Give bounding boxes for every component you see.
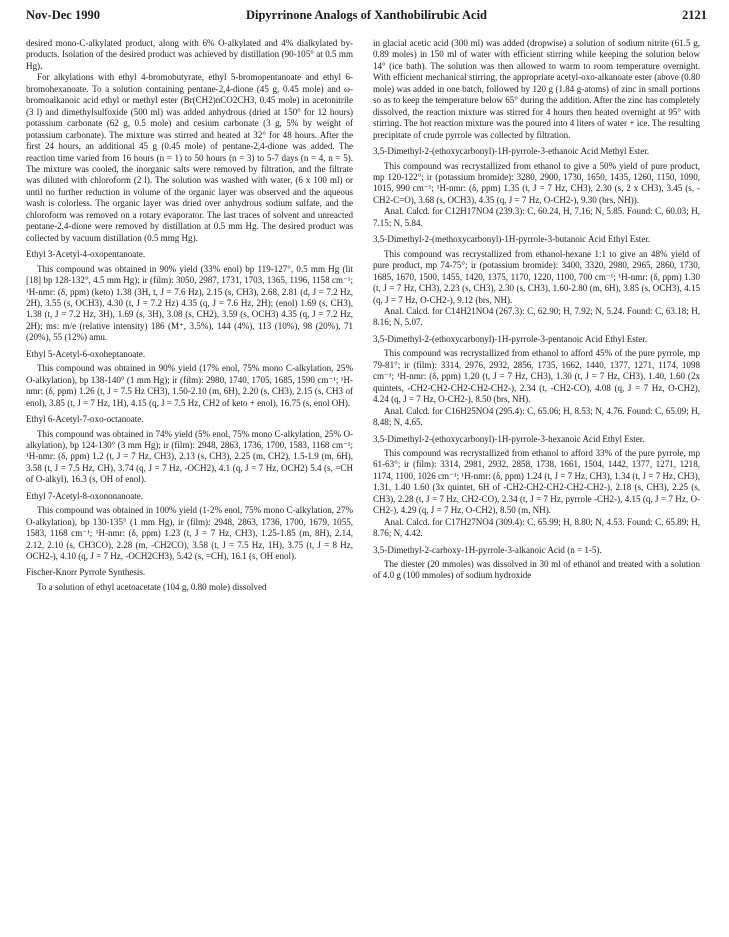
header-date: Nov-Dec 1990 (26, 8, 100, 22)
section-heading: Fischer-Knorr Pyrrole Synthesis. (26, 567, 146, 578)
paragraph: This compound was recrystallized from ethanol-hexane 1:1 to give an 48% yield of pure product, mp 74-75°; ir (potassium bromide): 3400, 3320, 2980, 2965, 2860, 1730, 1685, 1670, 1500, 1455, 1420, 1375, 1170, 1220, 1100, 700 cm⁻¹; ¹H-nmr: (δ, ppm) 1.30 (t, J = 7 Hz, CH3), 2.23 (s, CH3), 2.30 (s, CH3), 1.60-2.80 (m, 6H), 3.85 (s, OCH3), 4.15 (q, J = 7 Hz, O-CH2-), 9.12 (brs, NH). (373, 248, 700, 305)
elemental-analysis: Anal. Calcd. for C17H27NO4 (309.4): C, 65.99; H, 8.80; N, 4.53. Found: C, 65.89; H, 8.76; N, 4.42. (373, 516, 700, 539)
right-column (373, 38, 700, 582)
elemental-analysis: Anal. Calcd. for C12H17NO4 (239.3): C, 60.24, H, 7.16; N, 5.85. Found: C, 60.03; H, 7.15; N, 5.84. (373, 206, 700, 228)
elemental-analysis: Anal. Calcd. for C14H21NO4 (267.3): C, 62.90; H, 7.92; N, 5.24. Found: C, 63.18; H, 8.16; N, 5.07. (373, 305, 700, 328)
paragraph: The diester (20 mmoles) was dissolved in 30 ml of ethanol and treated with a solution of 4.0 g (100 mmoles) of sodium hydroxide (373, 559, 700, 581)
paragraph: This compound was obtained in 90% yield (17% enol, 75% mono C-alkylation, 25% O-alkylation), bp 138-140° (1 mm Hg); ir (film): 2980, 1740, 1705, 1685, 1590 cm⁻¹; ¹H-nmr: (δ, ppm) 1.26 (t, J = 7.5 Hz CH3), 1.50-2.10 (m, 6H), 2.20 (s, CH3), 2.15 (s, CH3 of enol), 3.85 (t, J = 7 Hz, 1H), 4.15 (q, J = 7.5 Hz, CH2 of keto + enol), 16.75 (s, enol OH). (26, 363, 353, 408)
paragraph: This compound was recrystallized from ethanol to give a 50% yield of pure product, mp 120-122°; ir (potassium bromide): 3280, 2900, 1730, 1650, 1435, 1260, 1150, 1090, 1015, 990 cm⁻¹; ¹H-nmr: (δ, ppm) 1.35 (t, J = 7 Hz, CH3), 2.30 (s, 2 x CH3), 3.45 (s, -CH2-C=O), 3.68 (s, OCH3), 4.35 (q, J = 7 Hz, O-CH2-), 9.30 (brs, NH)). (373, 160, 700, 205)
continued-paragraph: in glacial acetic acid (300 ml) was added (dropwise) a solution of sodium nitrite (61.5 g, 0.89 moles) in 150 ml of water with efficient stirring while keeping the solution below 14° (ice bath). The solution was then allowed to warm to room temperature overnight. With efficient mechanical stirring, the appropriate acetyl-oxo-alkanoate ester (above (0.80 mole) was added in one batch, followed by 120 g (1.84 g-atoms) of zinc in small portions so as to keep the temperature below 65° during the addition. After the zinc has completely dissolved, the reaction mixture was stirred for 4 hours then heated overnight at 95° with stirring. The hot reaction mixture was the poured into 4 liters of water + ice. The resulting precipitate of crude pyrrole was collected by filtration. (373, 38, 700, 140)
running-header (26, 8, 707, 28)
left-column (26, 38, 353, 593)
elemental-analysis: Anal. Calcd. for C16H25NO4 (295.4): C, 65.06; H, 8.53; N, 4.76. Found: C, 65.09; H, 8.48; N, 4.65. (373, 405, 700, 428)
header-title: Dipyrrinone Analogs of Xanthobilirubic Acid (245, 8, 487, 22)
paragraph: This compound was obtained in 74% yield (5% enol, 75% mono C-alkylation, 25% O-alkylation), bp 124-130° (3 mm Hg); ir (film): 2948, 2863, 1736, 1700, 1583, 1168 cm⁻¹; ¹H-nmr: (δ, ppm) 1.2 (t, J = 7 Hz, CH3), 2.13 (s, CH3), 2.25 (m, CH2), 1.5-1.9 (m, 6H), 3.58 (t, J = 7.5 Hz, CH), 3.74 (q, J = 7 Hz, -OCH2), 4.1 (q, J = 7 Hz, OCH2) 5.4 (s, =CH of O-alkyl), 16.3 (s, OH of enol). (26, 428, 353, 485)
section-heading: Ethyl 5-Acetyl-6-oxoheptanoate. (26, 348, 146, 359)
continued-paragraph: desired mono-C-alkylated product, along with 6% O-alkylated and 4% dialkylated by-products. Isolation of the desired product was achieved by distillation (90-105° at 0.5 mm Hg). (26, 38, 353, 71)
paragraph: This compound was obtained in 90% yield (33% enol) bp 119-127°, 0.5 mm Hg (lit [18] bp 128-132°, 4.5 mm Hg); ir (film): 3050, 2987, 1731, 1703, 1365, 1196, 1158 cm⁻¹; ¹H-nmr: (δ, ppm) (keto) 1.38 (3H, t, J = 7.6 Hz), 2.15 (s, CH3), 2.68, 2.81 (d, J = 7.2 Hz, 2H), 3.55 (s, OCH3), 4.30 (t, J = 7.2 Hz) 4.35 (q, J = 7.6 Hz, 2H); (enol) 1.69 (s, CH3), 1.38 (t, J = 7.2 Hz, 3H), 1.69 (s, 3H), 3.08 (s, CH2), 3.59 (s, OCH3) 4.35 (q, J = 7.2 Hz, 2H); ms: m/e (relative intensity) 186 (M⁺, 3.5%), 144 (4%), 113 (10%), 98 (20%), 71 (20%), 55 (12%) amu. (26, 263, 353, 343)
section-heading: 3,5-Dimethyl-2-(ethoxycarbonyl)-1H-pyrrole-3-pentanoic Acid Ethyl Ester. (373, 333, 648, 344)
section-heading: Ethyl 3-Acetyl-4-oxopentanoate. (26, 249, 146, 260)
section-heading: 3,5-Dimethyl-2-(ethoxycarbonyl)-1H-pyrrole-3-hexanoic Acid Ethyl Ester. (373, 433, 645, 444)
paragraph: This compound was obtained in 100% yield (1-2% enol, 75% mono C-alkylation, 27% O-alkylation), bp 130-135° (1 mm Hg), ir (film): 2948, 2863, 1736, 1700, 1679, 1055, 1583, 1168 cm⁻¹; ¹H-nmr: (δ, ppm) 1.23 (t, J = 7 Hz, CH3), 1.25-1.85 (m, 8H), 2.14, 2.12, 2.10 (s, CH3CO), 2.28 (m, -CH2CO), 3.58 (t, J = 7.5 Hz, 1H), 3.75 (t, J = 8 Hz, OCH2-), 4.10 (q, J = 7 Hz, -OCH2CH3), 5.42 (s, =CH), 16.1 (s, OH enol). (26, 505, 353, 562)
section-heading: Ethyl 6-Acetyl-7-oxo-octanoate. (26, 414, 144, 425)
section-heading: 3,5-Dimethyl-2-(ethoxycarbonyl)-1H-pyrrole-3-ethanoic Acid Methyl Ester. (373, 146, 650, 157)
section-heading: 3,5-Dimethyl-2-(methoxycarbonyl)-1H-pyrrole-3-butanoic Acid Ethyl Ester. (373, 234, 651, 245)
page-number: 2121 (682, 8, 707, 22)
section-heading: Ethyl 7-Acetyl-8-oxononanoate. (26, 490, 144, 501)
section-heading: 3,5-Dimethyl-2-carboxy-1H-pyrrole-3-alkanoic Acid (n = 1-5). (373, 544, 602, 555)
paragraph: This compound was recrystallized from ethanol to afford 33% of the pure pyrrole, mp 61-63°; ir (film): 3314, 2981, 2932, 2858, 1738, 1661, 1504, 1442, 1377, 1271, 1218, 1174, 1100, 1026 cm⁻¹; ¹H-nmr: (δ, ppm) 1.24 (t, J = 7 Hz, CH3), 1.34 (t, J = 7 Hz, CH3), 1.31, 1.40 1.60 (3x quintet, 6H of -CH2-CH2-CH2-CH2-CH2-), 2.18 (s, CH3), 2.25 (s, CH3), 2.28 (t, J = 7 Hz, CH2-CO), 2.34 (t, J = 7 Hz, pyrrole -CH2-), 4.15 (q, J = 7 Hz, O-CH2-), 4.29 (q, J = 7 Hz, O-CH2), 8.50 (m, NH). (373, 447, 700, 516)
paragraph: For alkylations with ethyl 4-bromobutyrate, ethyl 5-bromopentanoate and ethyl 6-bromohexanoate. To a solution containing pentane-2,4-dione (45 g, 0.45 mole) and ω-bromoalkanoic acid ethyl or methyl ester (Br(CH2)nCO2CH3, 0.45 mole) in acetonitrile (3 l) and dimethylsulfoxide (500 ml) was added anhydrous (dried at 150° for 12 hours) potassium carbonate (62 g, 0.5 mole) and cesium carbonate (3 g, 5% by weight of potassium carbonate). The mixture was stirred and heated at 32° for 48 hours. After the first 24 hours, an additional 45 g (0.45 mole) of pentane-2,4-dione was added. The reaction time varied from 16 hours (n = 1) to 50 hours (n = 3) to 5-7 days (n = 4, n = 5). The mixture was cooled, the inorganic salts were removed by filtration, and the filtrate was diluted with chloroform (2 l). The solution was washed with water, (6 x 100 ml) or until no further reduction in volume of the organic layer was observed and the aqueous wash is colorless. The organic layer was dried over anhydrous sodium sulfate, and the chloroform was removed on a rotary evaporator. The last traces of solvent and unreacted pentane-2,4-dione were removed by distillation at 0.5 mm Hg. The desired product was collected by vacuum distillation (0.5 mmg Hg). (26, 72, 353, 243)
paragraph: To a solution of ethyl acetoacetate (104 g, 0.80 mole) dissolved (37, 581, 267, 592)
paragraph: This compound was recrystallized from ethanol to afford 45% of the pure pyrrole, mp 79-81°; ir (film): 3314, 2976, 2932, 2856, 1735, 1662, 1440, 1377, 1271, 1174, 1098 cm⁻¹; ¹H-nmr: (δ, ppm) 1.20 (t, J = 7 Hz, CH3), 1.30 (t, J = 7 Hz, CH3), 1.40, 1.60 (2x quintets, -CH2-CH2-CH2-CH2-CH2-), 2.34 (t, -CH2-CO), 4.08 (q, J = 7 Hz, O-CH2), 4.24 (q, J = 7 Hz, O-CH2-), 8.50 (brs, NH). (373, 348, 700, 405)
